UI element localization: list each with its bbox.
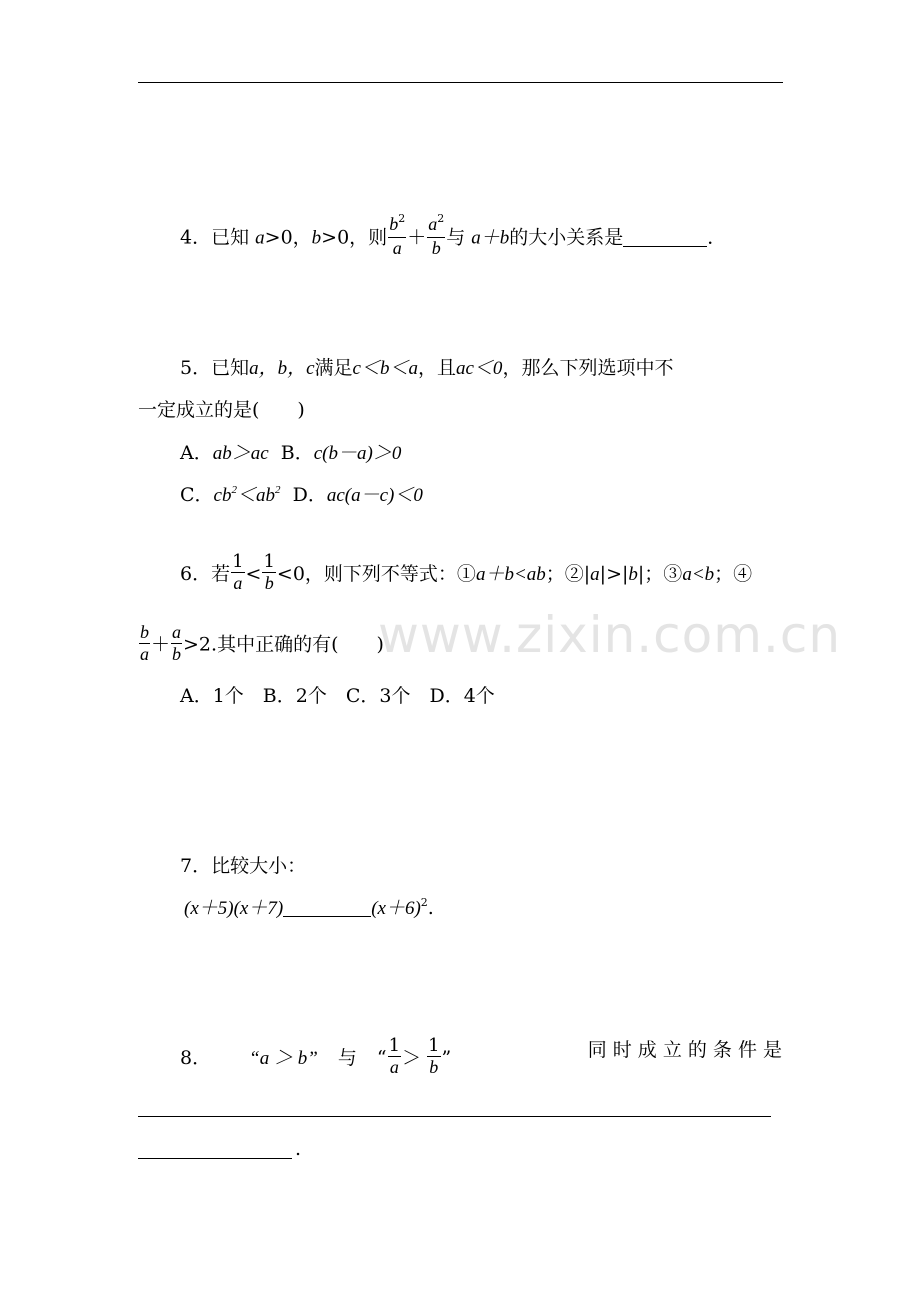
fraction-1-over-a: $\frac{1}{a}$ [232, 551, 244, 593]
question-7-title: 7．比较大小： [180, 855, 307, 877]
question-6-line-1: 6．若 $\frac{1}{a}$ < $\frac{1}{b}$ <0，则下列不等式：①a＋b<ab；②|a|>|b|；③a<b；④ [180, 551, 753, 593]
option-b-label: B． [280, 442, 314, 464]
option-d: ac(a－c)＜0 [326, 485, 423, 506]
q5-options-ab [180, 441, 401, 466]
question-7-expression: (x＋5)(x＋7) $(x+6)^2$. [184, 896, 434, 919]
option-a-label: A． [180, 442, 213, 464]
q8-end: . [295, 1138, 302, 1160]
answer-line-2 [138, 1158, 292, 1159]
question-5-line-1: 5．已知a，b，c满足c＜b＜a，且ac＜0，那么下列选项中不 [180, 357, 674, 379]
question-4: 4．已知 a>0，b>0，则 $\frac{b^2}{a}$ ＋ $\frac{a^2}{b}$ 与 a＋b的大小关系是 ． [180, 212, 727, 258]
fraction-b-over-a: $\frac{b}{a}$ [140, 622, 149, 664]
option-c-label: C． [180, 484, 214, 506]
fraction-b2-over-a: $\frac{b^2}{a}$ [389, 212, 406, 258]
option-b: c(b－a)＞0 [313, 443, 402, 464]
answer-blank [623, 226, 707, 247]
question-5-line-2: 一定成立的是( ) [138, 399, 305, 421]
fraction-1-over-a: $\frac{1}{a}$ [388, 1035, 401, 1077]
q5-options-cd [180, 483, 423, 510]
fraction-a2-over-b: $\frac{a^2}{b}$ [428, 212, 445, 258]
fraction-a-over-b: $\frac{a}{b}$ [172, 622, 182, 664]
answer-line-1 [138, 1116, 771, 1117]
watermark: www.zixin.com.cn [378, 606, 842, 664]
fraction-1-over-b: $\frac{1}{b}$ [428, 1035, 440, 1077]
fraction-1-over-b: $\frac{1}{b}$ [263, 551, 275, 593]
question-6-line-2: $\frac{b}{a}$ ＋ $\frac{a}{b}$ >2.其中正确的有( ) [140, 622, 384, 664]
option-a: ab＞ac [212, 443, 269, 464]
option-c: $cb^2<ab^2$ [213, 484, 281, 506]
header-rule [138, 82, 783, 83]
option-d-label: D． [292, 484, 327, 506]
q4-number: 4． [180, 226, 212, 249]
answer-blank [283, 896, 371, 917]
q6-options: A．1个 B．2个 C．3个 D．4个 [180, 685, 495, 707]
question-8-line-1: 8． “a ＞ b” 与 “ $\frac{1}{a}$ ＞ $\frac{1}{b}$ ” 同 时 成 立 的 条 件 是 [180, 1035, 782, 1077]
